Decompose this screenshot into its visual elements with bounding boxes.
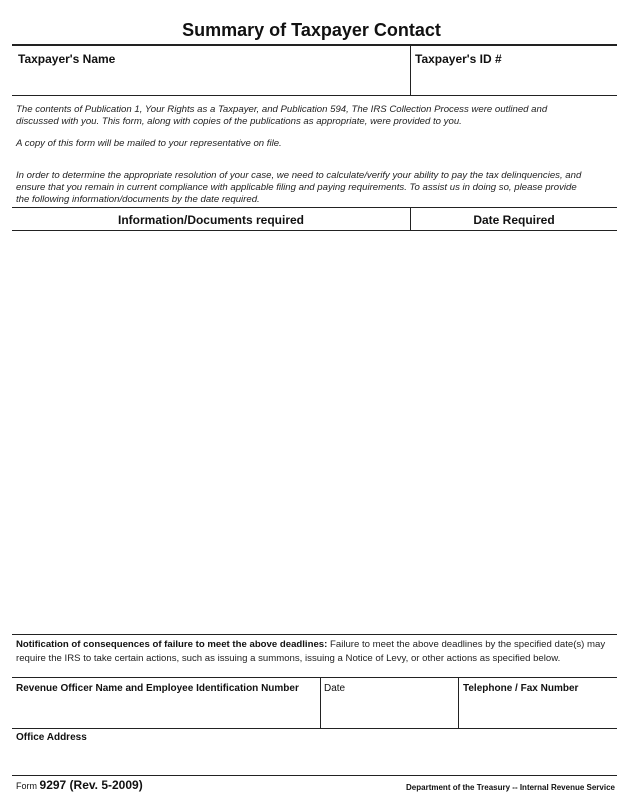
info-docs-entry-area[interactable] [12,232,410,632]
requirements-line-2: ensure that you remain in current compliance with applicable filing and paying requirements. To assist us in doing so, please provide [16,182,577,193]
requirements-paragraph [16,170,621,206]
info-docs-header: Information/Documents required [117,213,305,227]
notification-line-1-rest: Failure to meet the above deadlines by the specified date(s) may [327,639,606,650]
office-section-rule [12,728,617,729]
phone-label: Telephone / Fax Number [463,683,579,694]
requirements-line-1: In order to determine the appropriate resolution of your case, we need to calculate/verify your ability to pay the tax delinquencies, and [16,170,582,181]
notification-text [16,638,616,666]
notification-line-2: require the IRS to take certain actions, such as issuing a summons, issuing a Notice of Levy, or other actions as specified below. [16,653,561,664]
officer-label: Revenue Officer Name and Employee Identification Number [16,683,299,694]
date-phone-divider [458,678,459,728]
representative-paragraph: A copy of this form will be mailed to your representative on file. [16,138,282,149]
notification-heading: Notification of consequences of failure to meet the above deadlines: [16,639,328,650]
title-rule [12,44,617,46]
table-header-rule [12,230,617,231]
taxpayer-id-field[interactable] [414,68,614,92]
date-label: Date [324,683,346,694]
taxpayer-name-label: Taxpayer's Name [18,52,116,66]
publication-paragraph [16,104,616,128]
phone-field[interactable] [460,698,615,724]
notification-line-1 [16,638,616,652]
publication-line-1: The contents of Publication 1, Your Rights as a Taxpayer, and Publication 594, The IRS Collection Process were outlined and [16,104,548,115]
form-title: Summary of Taxpayer Contact [182,20,441,40]
publication-line-2: discussed with you. This form, along with copies of the publications as appropriate, were provided to you. [16,116,462,127]
name-id-divider [410,45,411,95]
name-section-rule [12,95,617,96]
department-label: Department of the Treasury -- Internal Revenue Service [406,783,615,792]
form-prefix: Form [16,781,37,791]
notification-rule [12,634,617,635]
officer-field[interactable] [14,698,318,724]
officer-date-divider [320,678,321,728]
form-number-value: 9297 (Rev. 5-2009) [39,778,143,792]
office-address-field[interactable] [14,746,614,772]
date-field[interactable] [322,698,456,724]
form-number [16,778,143,792]
footer-rule [12,775,617,776]
taxpayer-id-label: Taxpayer's ID # [415,52,502,66]
requirements-line-3: the following information/documents by the date required. [16,194,260,205]
table-top-rule [12,207,617,208]
taxpayer-name-field[interactable] [14,68,408,92]
office-address-label: Office Address [16,732,87,743]
date-required-entry-area[interactable] [412,232,617,632]
date-required-header: Date Required [473,213,555,227]
officer-section-rule [12,677,617,678]
